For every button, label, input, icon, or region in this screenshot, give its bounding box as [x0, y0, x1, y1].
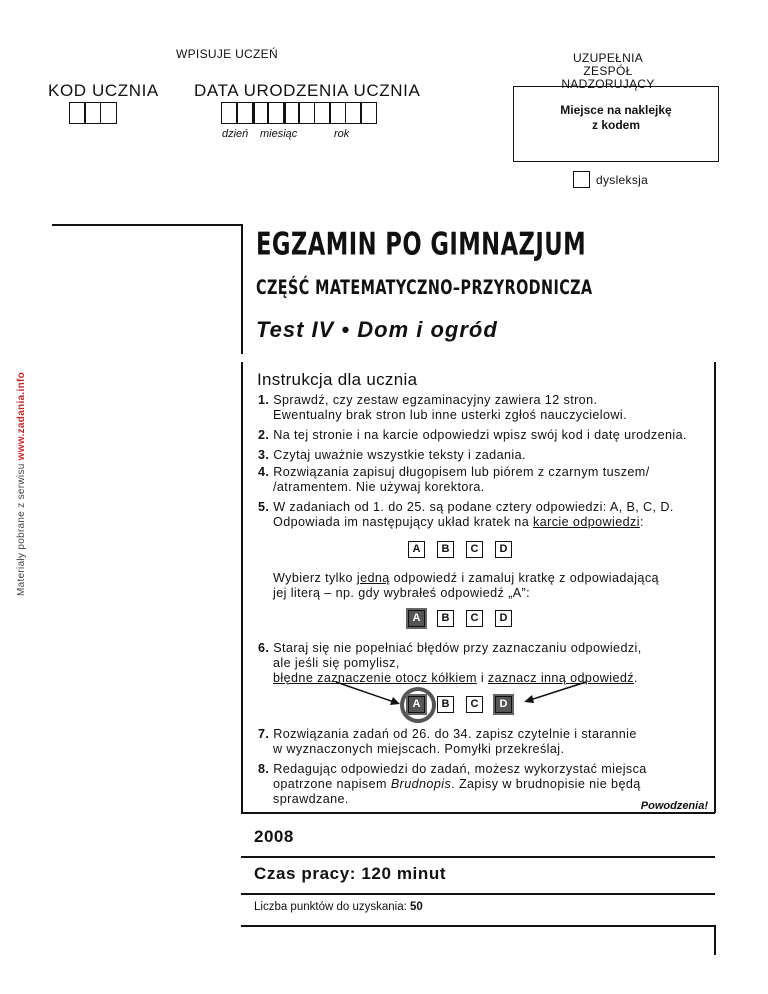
- answer-options-filled-example: [408, 610, 524, 627]
- instructions-left-line: [241, 362, 243, 812]
- option-box-a-circled: A: [408, 696, 425, 713]
- item-number: 3.: [258, 448, 270, 462]
- exam-year: 2008: [254, 827, 294, 846]
- option-box-b: B: [437, 541, 454, 558]
- student-fills-label: WPISUJE UCZEŃ: [176, 47, 278, 61]
- date-cell[interactable]: [298, 102, 315, 124]
- option-box-c: C: [466, 696, 483, 713]
- sticker-line1: Miejsce na naklejkę: [560, 103, 672, 117]
- dyslexia-label: dysleksja: [596, 173, 649, 187]
- item-text-underlined: błędne zaznaczenie otocz kółkiem: [273, 671, 477, 685]
- date-cell[interactable]: [221, 102, 238, 124]
- option-box-a-filled: A: [408, 610, 425, 627]
- date-cell[interactable]: [314, 102, 331, 124]
- birth-date-label: DATA URODZENIA UCZNIA: [194, 81, 421, 100]
- item-text: Staraj się nie popełniać błędów przy zaznaczaniu odpowiedzi,: [273, 641, 642, 655]
- item-text: /atramentem. Nie używaj korektora.: [273, 480, 485, 494]
- item-text-underlined: karcie odpowiedzi: [533, 515, 640, 529]
- item-number: 4.: [258, 465, 270, 479]
- item-text-underlined: jedną: [356, 571, 390, 585]
- year-divider-line: [241, 856, 715, 858]
- instruction-3: [258, 448, 708, 463]
- item-text-italic: Brudnopis: [390, 777, 452, 791]
- instructions-right-line: [714, 362, 716, 813]
- footer-right-line: [714, 925, 716, 955]
- item-number: 2.: [258, 428, 270, 442]
- item-text: jej literą – np. gdy wybrałeś odpowiedź „A”:: [273, 586, 530, 600]
- dyslexia-checkbox[interactable]: [573, 171, 590, 188]
- instruction-1: [258, 393, 708, 423]
- date-cell[interactable]: [236, 102, 253, 124]
- max-points: [254, 901, 423, 913]
- item-text: i: [476, 671, 488, 685]
- date-cell[interactable]: [283, 102, 300, 124]
- item-text: Ewentualny brak stron lub inne usterki zgłoś nauczycielowi.: [273, 408, 628, 422]
- code-sticker-area: [513, 86, 719, 162]
- student-code-boxes[interactable]: [70, 102, 117, 124]
- item-text: Sprawdź, czy zestaw egzaminacyjny zawiera 12 stron.: [273, 393, 598, 407]
- working-time: Czas pracy: 120 minut: [254, 864, 447, 883]
- code-cell[interactable]: [84, 102, 101, 124]
- exam-title: EGZAMIN PO GIMNAZJUM: [256, 226, 587, 263]
- answer-options-corrected-example: [408, 696, 524, 713]
- instruction-5-continued: [273, 571, 713, 601]
- max-points-label: Liczba punktów do uzyskania:: [254, 901, 410, 913]
- sticker-line2: z kodem: [591, 118, 640, 132]
- item-number: 8.: [258, 762, 270, 776]
- item-number: 5.: [258, 500, 270, 514]
- item-number: 6.: [258, 641, 270, 655]
- item-text: opatrzone napisem: [273, 777, 391, 791]
- date-cell[interactable]: [267, 102, 284, 124]
- code-cell[interactable]: [69, 102, 86, 124]
- item-text: Czytaj uważnie wszystkie teksty i zadania.: [273, 448, 526, 462]
- time-divider-line: [241, 893, 715, 895]
- option-box-a: A: [408, 541, 425, 558]
- date-cell[interactable]: [360, 102, 377, 124]
- option-box-d-filled: D: [495, 696, 512, 713]
- option-box-d: D: [495, 610, 512, 627]
- side-source-note: [16, 366, 27, 596]
- max-points-value: 50: [409, 901, 423, 913]
- item-text: w wyznaczonych miejscach. Pomyłki przekreślaj.: [273, 742, 565, 756]
- item-text: Redagując odpowiedzi do zadań, możesz wykorzystać miejsca: [273, 762, 647, 776]
- committee-fills-line2: NADZORUJĄCY: [561, 77, 655, 91]
- option-box-c: C: [466, 610, 483, 627]
- side-note-site: www.zadania.info: [16, 371, 27, 461]
- committee-fills-line1: UZUPEŁNIA ZESPÓŁ: [572, 51, 644, 78]
- birth-date-boxes[interactable]: [222, 102, 377, 124]
- item-text-underlined: zaznacz inną odpowiedź: [487, 671, 634, 685]
- points-divider-line: [241, 925, 715, 927]
- date-cell[interactable]: [329, 102, 346, 124]
- item-number: 7.: [258, 727, 270, 741]
- day-label: dzień: [222, 128, 249, 140]
- side-note-prefix: Materiały pobrane z serwisu: [16, 460, 27, 596]
- option-box-b: B: [437, 696, 454, 713]
- item-text: Rozwiązania zapisuj długopisem lub piórem z czarnym tuszem/: [273, 465, 650, 479]
- item-text: odpowiedź i zamaluj kratkę z odpowiadającą: [389, 571, 659, 585]
- date-cell[interactable]: [252, 102, 269, 124]
- instruction-5: [258, 500, 708, 530]
- item-text: :: [639, 515, 644, 529]
- frame-top-line: [52, 224, 242, 226]
- year-label: rok: [334, 128, 350, 140]
- item-text: Na tej stronie i na karcie odpowiedzi wpisz swój kod i datę urodzenia.: [273, 428, 687, 442]
- item-text: Rozwiązania zadań od 26. do 34. zapisz czytelnie i starannie: [273, 727, 637, 741]
- option-box-d: D: [495, 541, 512, 558]
- student-code-label: KOD UCZNIA: [48, 81, 159, 100]
- exam-subtitle: CZĘŚĆ MATEMATYCZNO–PRZYRODNICZA: [256, 276, 593, 300]
- item-text: . Zapisy w brudnopisie nie będą: [451, 777, 641, 791]
- month-label: miesiąc: [260, 128, 298, 140]
- instructions-heading: Instrukcja dla ucznia: [257, 370, 418, 389]
- item-text: ale jeśli się pomylisz,: [273, 656, 400, 670]
- item-text: sprawdzane.: [273, 792, 349, 806]
- option-box-b: B: [437, 610, 454, 627]
- test-title: Test IV • Dom i ogród: [256, 317, 498, 342]
- item-text: Odpowiada im następujący układ kratek na: [273, 515, 534, 529]
- item-text: Wybierz tylko: [273, 571, 357, 585]
- item-text: .: [633, 671, 638, 685]
- option-box-c: C: [466, 541, 483, 558]
- item-text: W zadaniach od 1. do 25. są podane cztery odpowiedzi: A, B, C, D.: [273, 500, 674, 514]
- instruction-7: [258, 727, 708, 757]
- good-luck-text: Powodzenia!: [640, 800, 708, 812]
- instruction-2: [258, 428, 708, 443]
- date-cell[interactable]: [345, 102, 362, 124]
- answer-options-example: [408, 541, 524, 558]
- item-number: 1.: [258, 393, 270, 407]
- code-cell[interactable]: [100, 102, 117, 124]
- instructions-bottom-line: [241, 812, 715, 814]
- frame-left-line: [241, 224, 243, 354]
- instruction-4: [258, 465, 708, 495]
